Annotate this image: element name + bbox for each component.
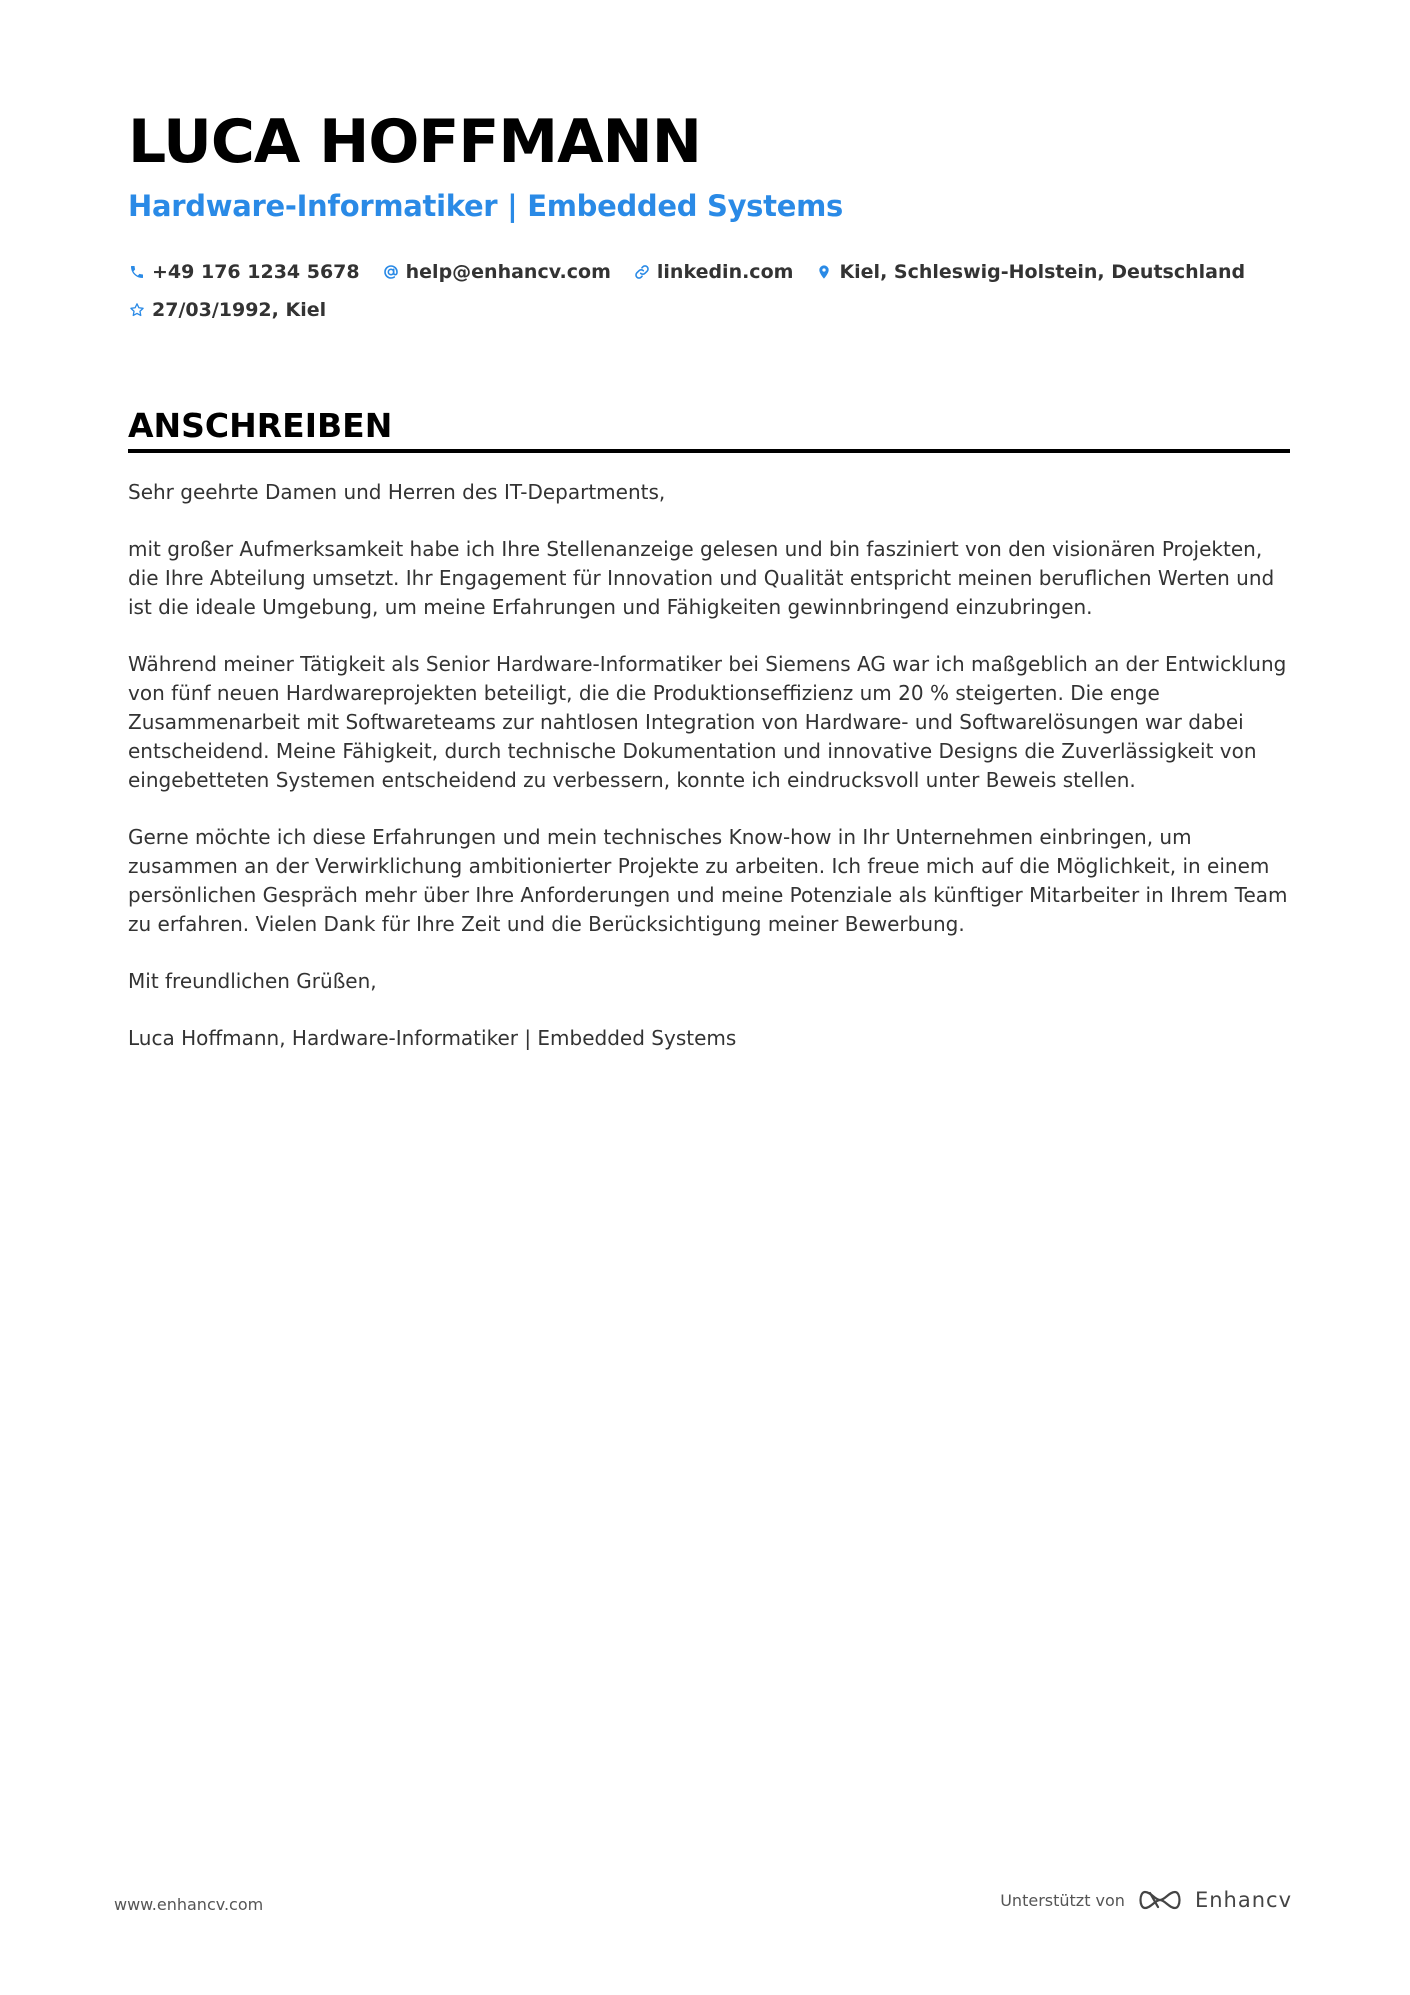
linkedin-text: linkedin.com: [656, 261, 794, 283]
contact-row-primary: [128, 253, 1298, 291]
letter-paragraph: Während meiner Tätigkeit als Senior Hardware-Informatiker bei Siemens AG war ich maßgeblich an der Entwicklung von fünf neuen Hardwareprojekten beteiligt, die die Produktionseffizienz um 20 % steigerten. Die enge Zusammenarbeit mit Softwareteams zur nahtlosen Integration von Hardware- und Softwarelösungen war dabei entscheidend. Meine Fähigkeit, durch technische Dokumentation und innovative Designs die Zuverlässigkeit von eingebetteten Systemen entscheidend zu verbessern, konnte ich eindrucksvoll unter Beweis stellen.: [128, 652, 1287, 792]
enhancv-logo-icon: [1137, 1888, 1195, 1912]
letter-paragraph: Gerne möchte ich diese Erfahrungen und mein technisches Know-how in Ihr Unternehmen einbringen, um zusammen an der Verwirklichung ambitionierter Projekte zu arbeiten. Ich freue mich auf die Möglichkeit, in einem persönlichen Gespräch mehr über Ihre Anforderungen und meine Potenziale als künftiger Mitarbeiter in Ihrem Team zu erfahren. Vielen Dank für Ihre Zeit und die Berücksichtigung meiner Bewerbung.: [128, 825, 1288, 936]
candidate-headline: Hardware-Informatiker | Embedded Systems: [128, 189, 843, 223]
letter-closing: Mit freundlichen Grüßen,: [128, 969, 377, 993]
section-title: ANSCHREIBEN: [128, 406, 393, 445]
contact-row-secondary: [128, 291, 1298, 329]
location-pin-icon: [815, 263, 833, 281]
powered-by-text: Unterstützt von: [1000, 1890, 1125, 1910]
section-divider: [128, 449, 1290, 453]
at-icon: [382, 263, 400, 281]
email-text: help@enhancv.com: [405, 261, 611, 283]
brand-name: Enhancv: [1194, 1888, 1292, 1912]
link-icon: [633, 263, 651, 281]
footer-website[interactable]: www.enhancv.com: [114, 1895, 264, 1914]
letter-paragraph: mit großer Aufmerksamkeit habe ich Ihre Stellenanzeige gelesen und bin fasziniert von den visionären Projekten, die Ihre Abteilung umsetzt. Ihr Engagement für Innovation und Qualität entspricht meinen beruflichen Werten und ist die ideale Umgebung, um meine Erfahrungen und Fähigkeiten gewinnbringend einzubringen.: [128, 537, 1275, 619]
contact-linkedin[interactable]: [633, 261, 794, 283]
footer-branding[interactable]: [1000, 1888, 1292, 1912]
birth-text: 27/03/1992, Kiel: [152, 299, 327, 321]
letter-body: [128, 478, 1294, 1081]
contact-email[interactable]: [382, 261, 611, 283]
letter-signature: Luca Hoffmann, Hardware-Informatiker | Embedded Systems: [128, 1026, 737, 1050]
contact-info: [128, 253, 1298, 329]
contact-birth: [128, 299, 326, 321]
star-icon: [128, 301, 146, 319]
location-text: Kiel, Schleswig-Holstein, Deutschland: [839, 261, 1246, 283]
phone-icon: [128, 263, 146, 281]
phone-text: +49 176 1234 5678: [152, 261, 360, 283]
candidate-name: LUCA HOFFMANN: [128, 107, 701, 177]
contact-location: [815, 261, 1245, 283]
contact-phone[interactable]: [128, 261, 360, 283]
letter-salutation: Sehr geehrte Damen und Herren des IT-Departments,: [128, 480, 666, 504]
